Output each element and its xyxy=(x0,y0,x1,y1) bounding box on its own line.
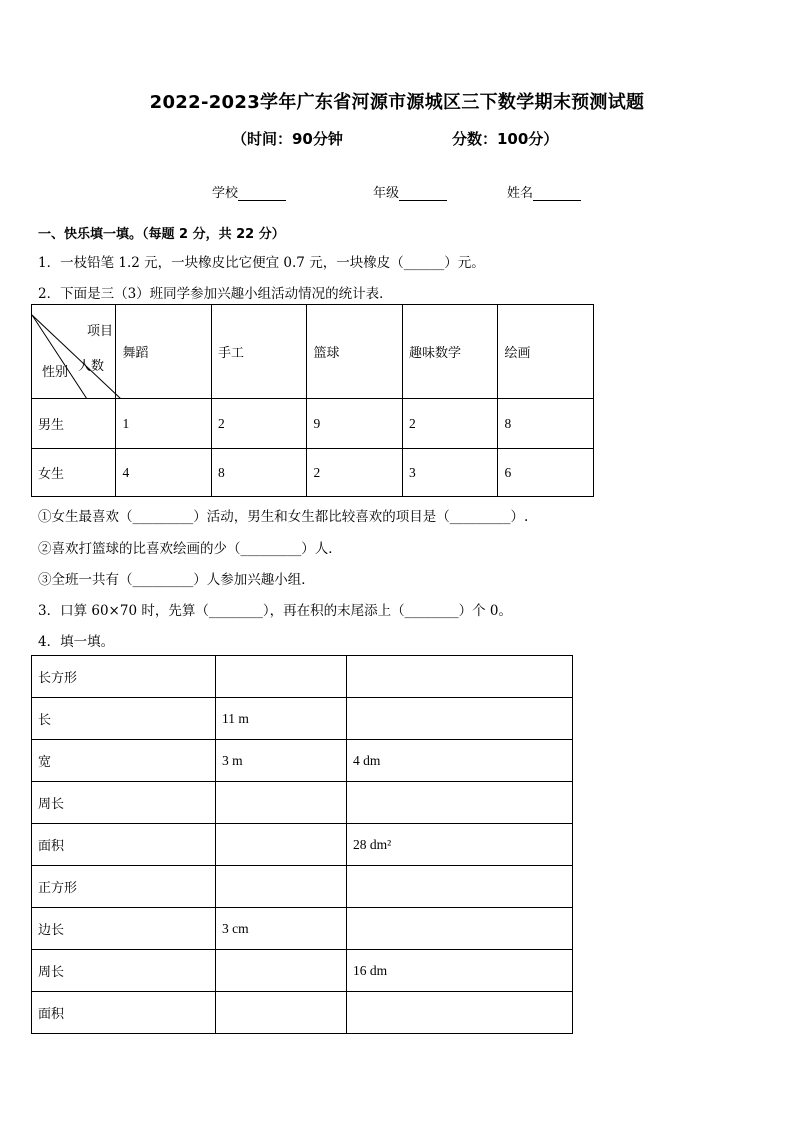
col-header: 绘画 xyxy=(498,305,594,399)
cell-value: 6 xyxy=(498,449,594,497)
question-3: 3．口算 60×70 时，先算（________），再在积的末尾添上（________）个 0。 xyxy=(38,603,512,619)
cell-value: 11 m xyxy=(216,698,347,740)
cell-value[interactable] xyxy=(347,698,573,740)
cell-value[interactable] xyxy=(216,782,347,824)
table-row xyxy=(32,449,594,497)
cell-value: 3 cm xyxy=(216,908,347,950)
cell-value[interactable] xyxy=(347,908,573,950)
question-2: 2．下面是三（3）班同学参加兴趣小组活动情况的统计表． xyxy=(38,286,393,302)
school-field[interactable] xyxy=(212,182,286,201)
corner-top: 项目 xyxy=(87,324,114,339)
cell-value[interactable] xyxy=(216,950,347,992)
col-header: 手工 xyxy=(211,305,307,399)
cell-value: 9 xyxy=(307,399,403,449)
row-label: 宽 xyxy=(32,740,216,782)
col-header: 舞蹈 xyxy=(116,305,212,399)
table-row xyxy=(32,950,573,992)
grade-blank[interactable] xyxy=(399,188,447,201)
cell-value: 3 xyxy=(402,449,498,497)
school-label: 学校 xyxy=(212,186,239,201)
corner-cell xyxy=(32,305,116,399)
name-field[interactable] xyxy=(507,182,581,201)
question-4: 4．填一填。 xyxy=(38,634,115,650)
row-label: 周长 xyxy=(32,950,216,992)
cell-value: 28 dm² xyxy=(347,824,573,866)
table-row xyxy=(32,824,573,866)
cell-value: 2 xyxy=(211,399,307,449)
row-label: 周长 xyxy=(32,782,216,824)
table-row xyxy=(32,992,573,1034)
question-2-sub3: ③全班一共有（_________）人参加兴趣小组． xyxy=(38,572,315,588)
grade-field[interactable] xyxy=(373,182,447,201)
cell-value: 4 xyxy=(116,449,212,497)
cell-value: 8 xyxy=(211,449,307,497)
row-label: 长 xyxy=(32,698,216,740)
cell-value: 2 xyxy=(307,449,403,497)
name-blank[interactable] xyxy=(533,188,581,201)
cell-value: 16 dm xyxy=(347,950,573,992)
col-header: 篮球 xyxy=(307,305,403,399)
cell-value[interactable] xyxy=(216,824,347,866)
table-row xyxy=(32,866,573,908)
exam-score: 分数：100分） xyxy=(452,130,559,148)
table-row xyxy=(32,908,573,950)
question-2-sub1: ①女生最喜欢（_________）活动，男生和女生都比较喜欢的项目是（_________）. xyxy=(38,509,529,525)
school-blank[interactable] xyxy=(238,188,286,201)
cell-value: 2 xyxy=(402,399,498,449)
row-label: 男生 xyxy=(32,399,116,449)
cell-value: 8 xyxy=(498,399,594,449)
cell-value: 1 xyxy=(116,399,212,449)
table-row xyxy=(32,782,573,824)
page-title: 2022-2023学年广东省河源市源城区三下数学期末预测试题 xyxy=(149,92,645,113)
corner-bottom: 性别 xyxy=(42,365,69,380)
question-2-sub2: ②喜欢打篮球的比喜欢绘画的少（_________）人． xyxy=(38,541,342,557)
row-label: 面积 xyxy=(32,824,216,866)
grade-label: 年级 xyxy=(373,186,400,201)
row-label: 长方形 xyxy=(32,656,216,698)
section-heading: 一、快乐填一填。（每题 2 分，共 22 分） xyxy=(38,227,285,242)
table-row xyxy=(32,399,594,449)
cell-value: 4 dm xyxy=(347,740,573,782)
cell-value: 3 m xyxy=(216,740,347,782)
cell-value[interactable] xyxy=(347,782,573,824)
col-header: 趣味数学 xyxy=(402,305,498,399)
row-label: 正方形 xyxy=(32,866,216,908)
table-row xyxy=(32,656,573,698)
row-label: 边长 xyxy=(32,908,216,950)
stats-table xyxy=(31,304,594,497)
corner-mid: 人数 xyxy=(78,359,105,374)
table-row xyxy=(32,698,573,740)
cell-value[interactable] xyxy=(216,656,347,698)
exam-time: （时间：90分钟 xyxy=(232,130,343,148)
cell-value[interactable] xyxy=(347,656,573,698)
name-label: 姓名 xyxy=(507,186,534,201)
row-label: 女生 xyxy=(32,449,116,497)
row-label: 面积 xyxy=(32,992,216,1034)
question-1: 1．一枝铅笔 1.2 元，一块橡皮比它便宜 0.7 元，一块橡皮（______）元。 xyxy=(38,255,485,271)
table-row xyxy=(32,740,573,782)
cell-value[interactable] xyxy=(347,866,573,908)
cell-value[interactable] xyxy=(216,866,347,908)
cell-value[interactable] xyxy=(347,992,573,1034)
cell-value[interactable] xyxy=(216,992,347,1034)
fill-table xyxy=(31,655,573,1034)
